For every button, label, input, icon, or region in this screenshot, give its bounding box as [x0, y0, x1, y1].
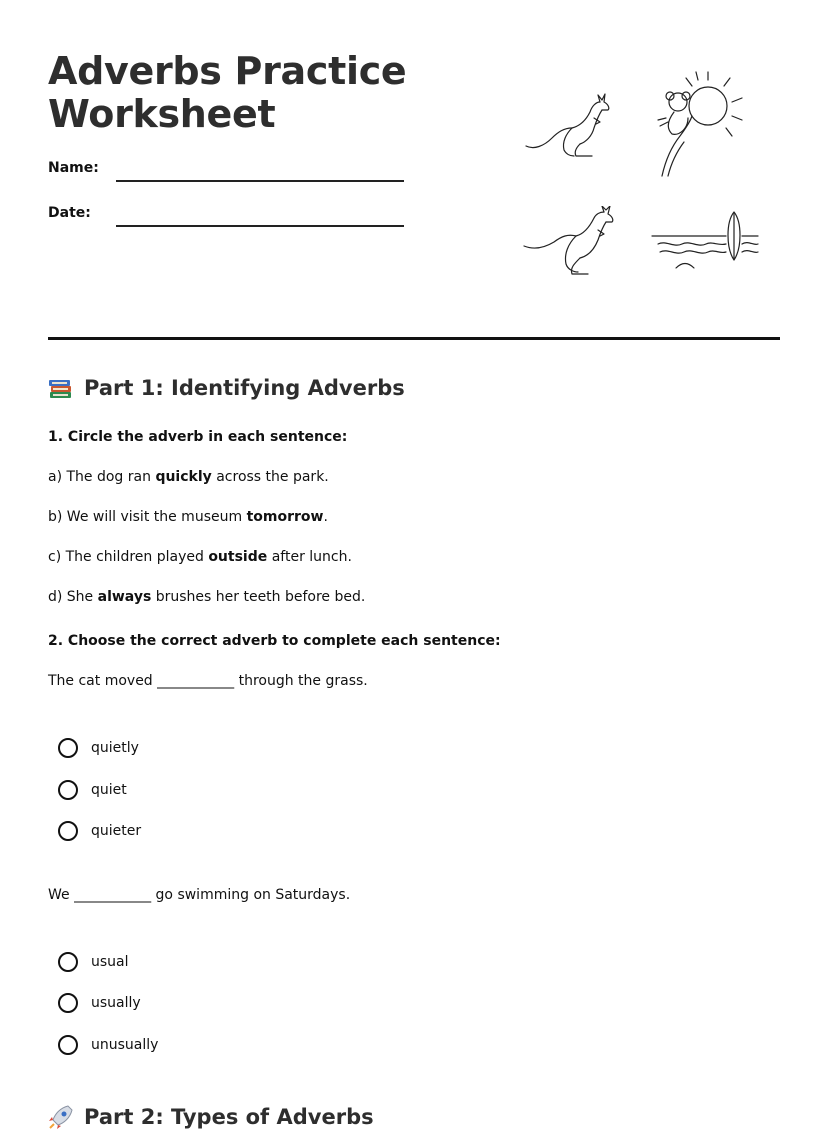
name-label: Name:	[48, 160, 99, 176]
part2-heading	[48, 1104, 374, 1130]
kangaroo-icon-2	[522, 206, 618, 278]
title-line-2: Worksheet	[48, 92, 276, 136]
option-usual[interactable]	[58, 952, 129, 972]
sentence-text: across the park.	[211, 469, 329, 485]
illustrations	[520, 68, 765, 283]
option-quietly[interactable]	[58, 738, 139, 758]
q1-title: 1. Circle the adverb in each sentence:	[48, 429, 348, 445]
q1-sentence-d	[48, 589, 365, 605]
option-label: quieter	[91, 823, 142, 839]
q2-item1-sentence: The cat moved ___________ through the grass.	[48, 673, 368, 689]
books-icon	[48, 375, 74, 401]
option-label: unusually	[91, 1037, 159, 1053]
option-label: quiet	[91, 782, 127, 798]
date-line[interactable]	[116, 225, 404, 227]
q1-sentence-b	[48, 509, 328, 525]
part1-heading-text: Part 1: Identifying Adverbs	[84, 376, 405, 400]
date-field[interactable]	[48, 203, 404, 233]
option-label: quietly	[91, 740, 139, 756]
sentence-text: a) The dog ran	[48, 469, 156, 485]
sentence-text: b) We will visit the museum	[48, 509, 247, 525]
sentence-text: after lunch.	[267, 549, 352, 565]
sentence-text: c) The children played	[48, 549, 209, 565]
radio-button[interactable]	[58, 780, 78, 800]
option-quieter[interactable]	[58, 821, 141, 841]
name-line[interactable]	[116, 180, 404, 182]
option-label: usual	[91, 954, 129, 970]
sentence-text: brushes her teeth before bed.	[151, 589, 366, 605]
adverb-word[interactable]: quickly	[155, 469, 212, 485]
option-usually[interactable]	[58, 993, 141, 1013]
q1-sentence-a	[48, 469, 329, 485]
surfboard-waves-icon	[650, 208, 760, 274]
option-label: usually	[91, 995, 141, 1011]
koala-sun-icon	[652, 68, 752, 178]
title-line-1: Adverbs Practice	[48, 49, 407, 93]
sentence-text: .	[323, 509, 328, 525]
worksheet-title	[48, 50, 406, 136]
radio-button[interactable]	[58, 738, 78, 758]
radio-button[interactable]	[58, 1035, 78, 1055]
adverb-word[interactable]: tomorrow	[246, 509, 324, 525]
adverb-word[interactable]: outside	[208, 549, 268, 565]
q2-item2-sentence: We ___________ go swimming on Saturdays.	[48, 887, 351, 903]
q1-sentence-c	[48, 549, 352, 565]
part2-heading-text: Part 2: Types of Adverbs	[84, 1105, 374, 1129]
header-divider	[48, 337, 780, 340]
date-label: Date:	[48, 205, 91, 221]
rocket-icon	[48, 1104, 74, 1130]
kangaroo-icon	[524, 92, 614, 162]
radio-button[interactable]	[58, 993, 78, 1013]
part1-heading	[48, 375, 405, 401]
sentence-text: d) She	[48, 589, 98, 605]
radio-button[interactable]	[58, 821, 78, 841]
adverb-word[interactable]: always	[97, 589, 152, 605]
option-unusually[interactable]	[58, 1035, 158, 1055]
q2-title: 2. Choose the correct adverb to complete each sentence:	[48, 633, 501, 649]
name-field[interactable]	[48, 158, 404, 188]
option-quiet[interactable]	[58, 780, 127, 800]
radio-button[interactable]	[58, 952, 78, 972]
